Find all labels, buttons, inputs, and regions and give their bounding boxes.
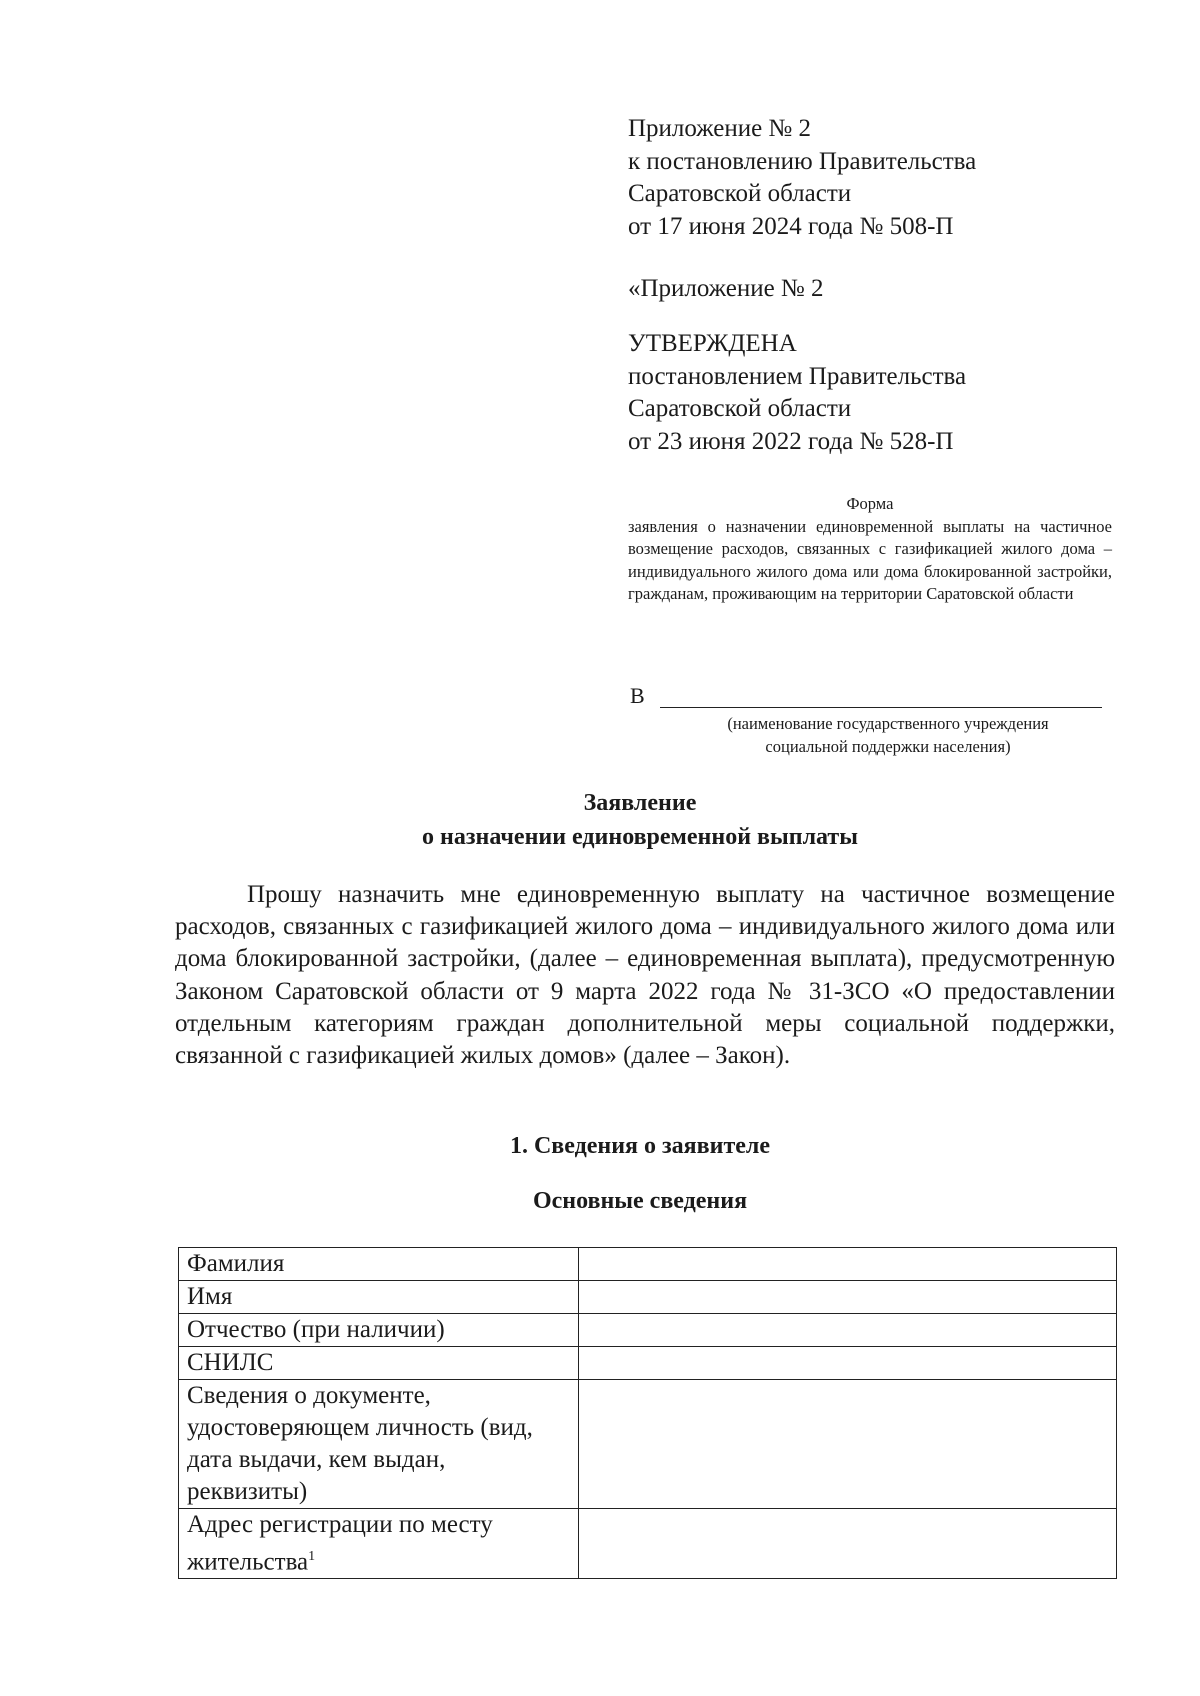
approved-line-1: УТВЕРЖДЕНА [628,330,797,357]
document-title: Заявление [583,790,697,816]
appendix-line-1: Приложение № 2 [628,115,812,142]
form-label: Форма [846,494,894,513]
table-row [179,1314,1117,1347]
request-paragraph: Прошу назначить мне единовременную выплату на частичное возмещение расходов, связанных с газификацией жилого дома – индивидуального жилого дома или дома блокированной застройки, (далее – единовременная выплата), предусмотренную Законом Саратовской области от 9 марта 2022 года № 31-ЗСО «О предоставлении отдельным категориям граждан дополнительной меры социальной поддержки, связанной с газификацией жилых домов» (далее – Закон). [175,881,1115,1070]
form-caption [628,493,1112,606]
row-value-field[interactable] [579,1509,1117,1579]
row-label: СНИЛС [179,1347,579,1380]
recipient-blank-line[interactable] [660,707,1102,708]
document-subtitle: о назначении единовременной выплаты [422,824,858,850]
recipient-hint-line-1: (наименование государственного учреждения [727,714,1049,733]
row-label: Фамилия [179,1248,579,1281]
table-row [179,1248,1117,1281]
appendix-line-4: от 17 июня 2024 года № 508-П [628,212,954,240]
applicant-info-table [178,1247,1117,1579]
approved-block [628,328,1148,458]
table-row [179,1380,1117,1509]
approved-line-4: от 23 июня 2022 года № 528-П [628,427,954,455]
row-value-field[interactable] [579,1281,1117,1314]
row-label: Сведения о документе, удостоверяющем личность (вид, дата выдачи, кем выдан, реквизиты) [179,1380,579,1509]
table-row [179,1281,1117,1314]
approved-line-2: постановлением Правительства [628,362,967,390]
approved-line-3: Саратовской области [628,395,852,422]
section-subheading: Основные сведения [532,1188,748,1214]
section-heading: 1. Сведения о заявителе [509,1133,771,1159]
row-label-text: Адрес регистрации по месту жительства [187,1511,493,1576]
recipient-hint-line-2: социальной поддержки населения) [765,736,1011,756]
table-row [179,1347,1117,1380]
recipient-hint [628,713,1148,758]
row-value-field[interactable] [579,1314,1117,1347]
appendix-line-2: к постановлению Правительства [628,147,977,175]
appendix-line-3: Саратовской области [628,180,852,207]
appendix-header [628,113,1148,243]
table-row [179,1509,1117,1579]
row-label: Имя [179,1281,579,1314]
footnote-marker: 1 [308,1549,316,1564]
row-value-field[interactable] [579,1380,1117,1509]
row-value-field[interactable] [579,1347,1117,1380]
form-description: заявления о назначении единовременной выплаты на частичное возмещение расходов, связанных с газификацией жилого дома – индивидуального жилого дома или дома блокированной застройки, гражданам, проживающим на территории Саратовской области [628,516,1112,603]
row-label: Отчество (при наличии) [179,1314,579,1347]
row-label [179,1509,579,1579]
quoted-appendix: «Приложение № 2 [628,275,824,302]
row-value-field[interactable] [579,1248,1117,1281]
recipient-prefix: В [630,683,645,708]
